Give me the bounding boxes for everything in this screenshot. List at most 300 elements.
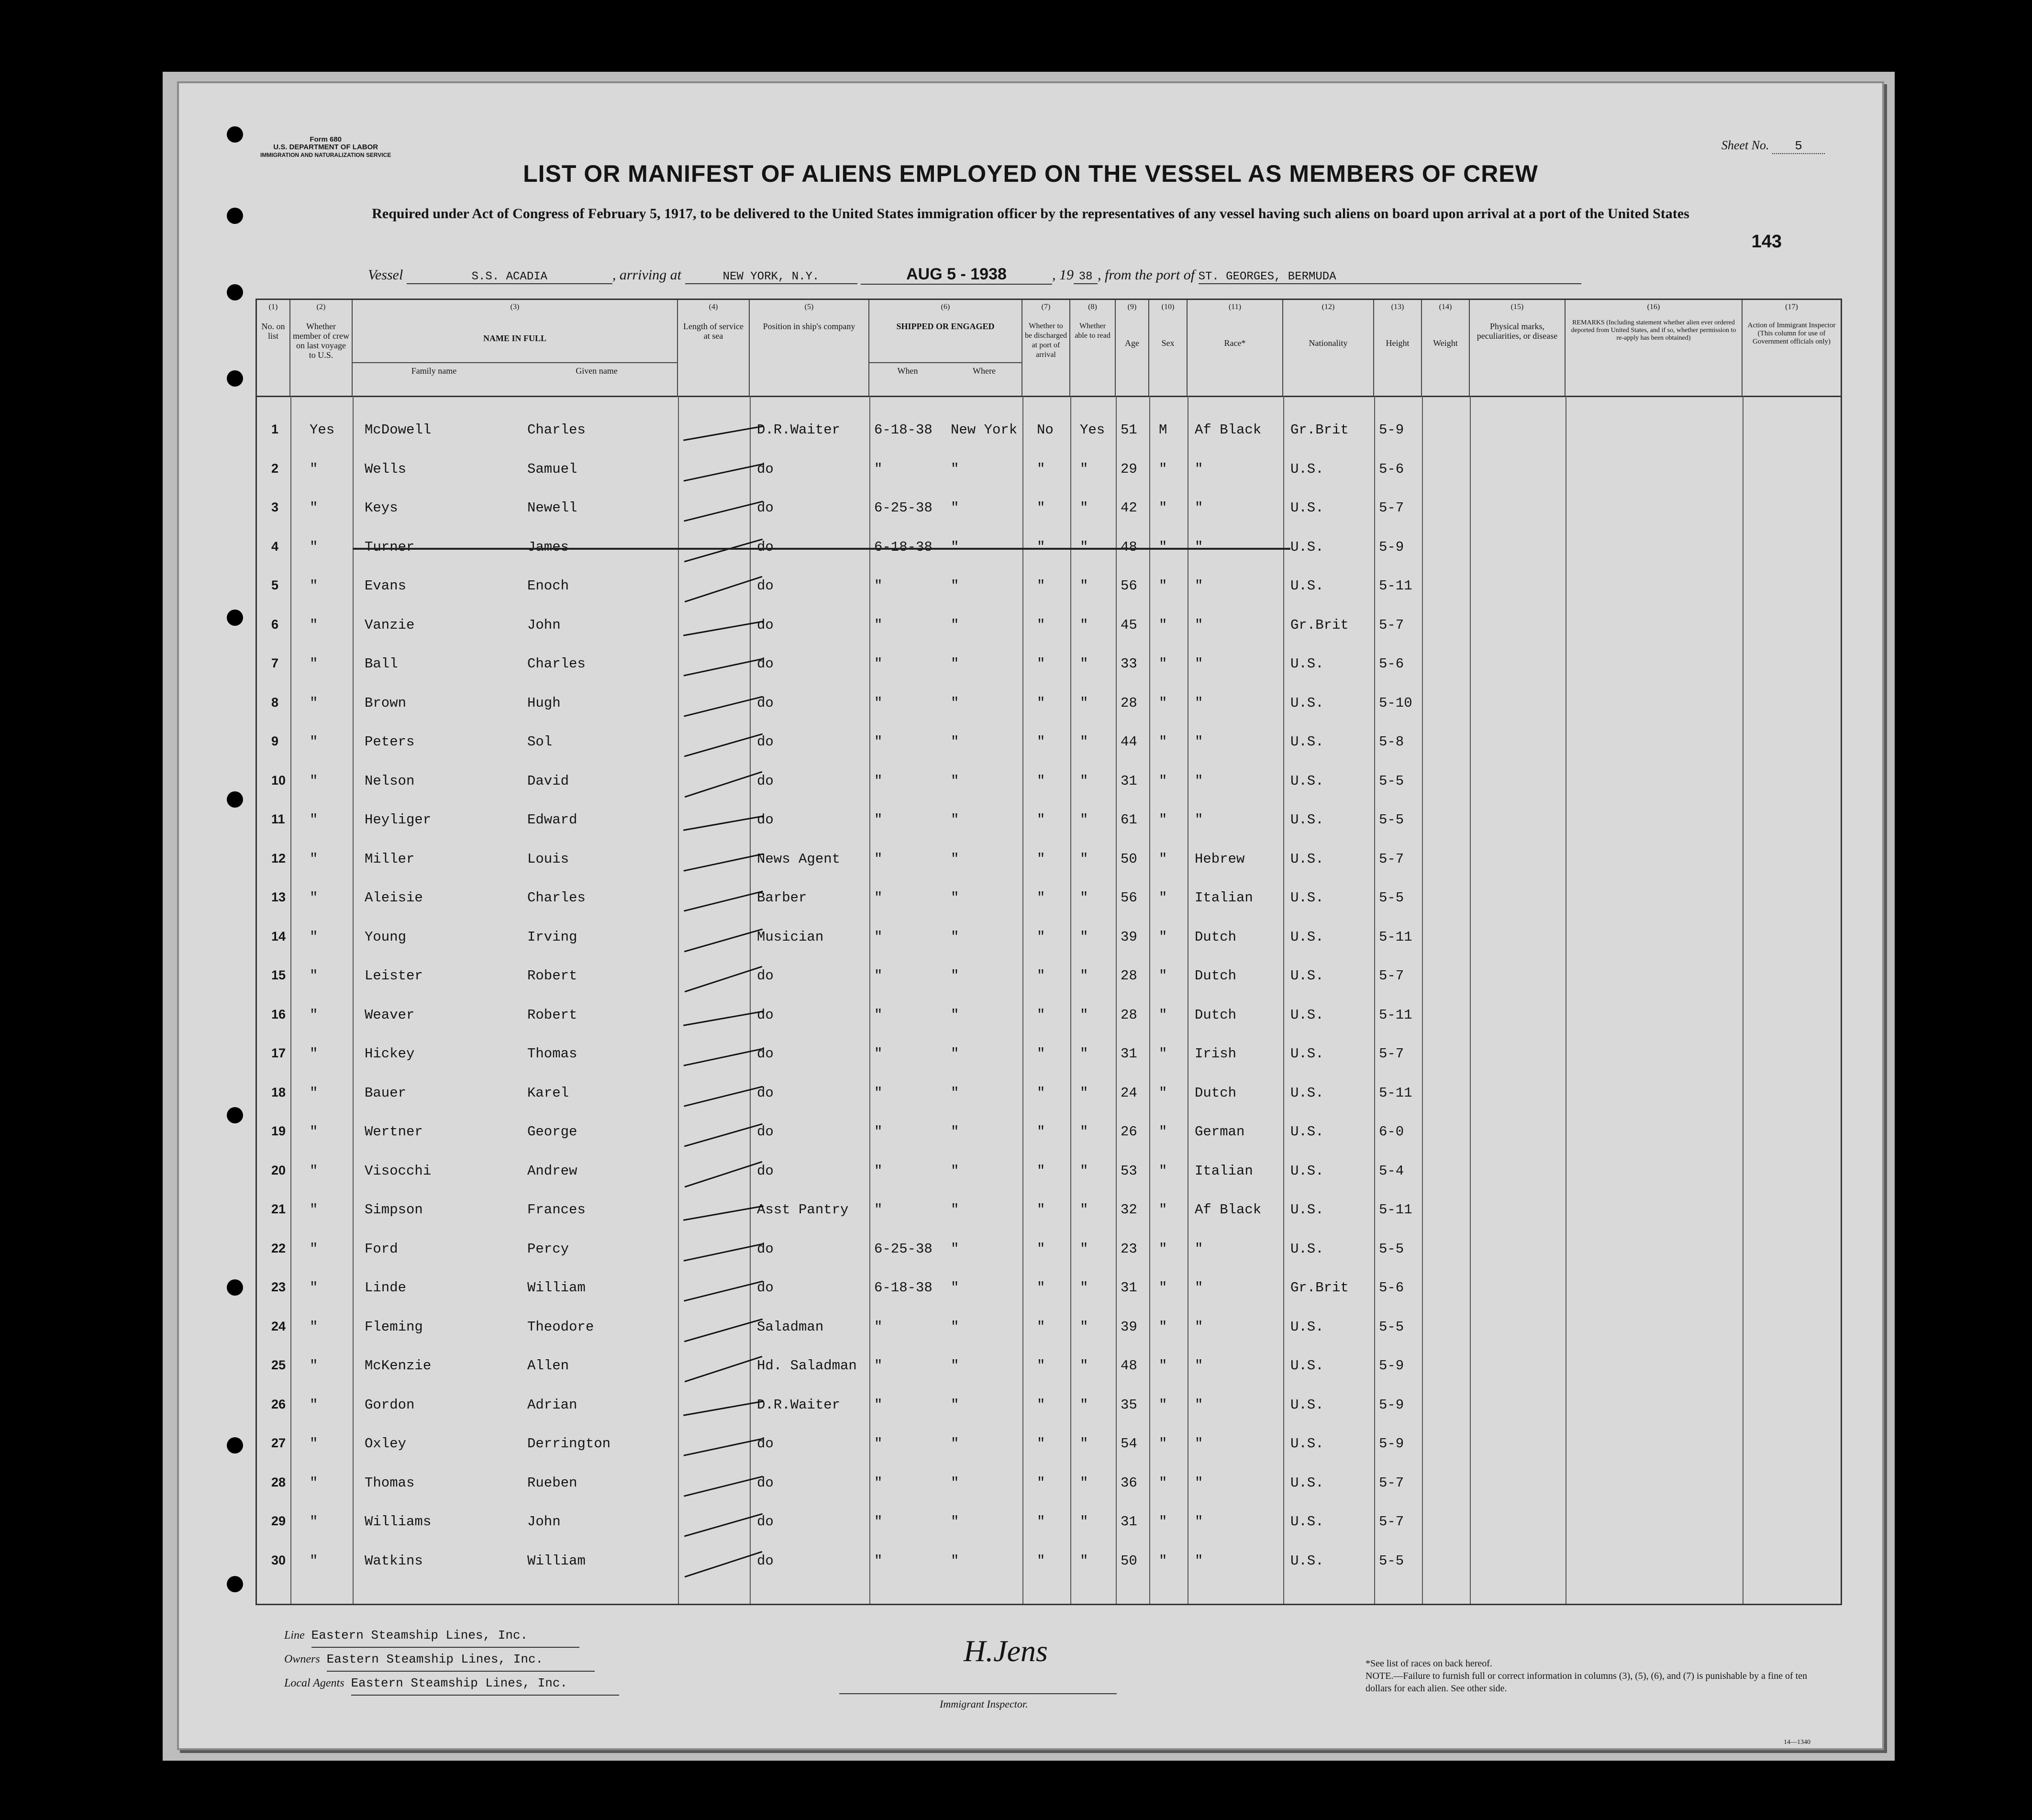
- cell-no: 20: [271, 1163, 286, 1177]
- cell-family: Leister: [365, 968, 423, 984]
- cell-given: Samuel: [527, 461, 577, 477]
- cell-position: do: [757, 1046, 774, 1062]
- cell-sex: ": [1159, 890, 1167, 906]
- cell-age: 56: [1121, 578, 1137, 594]
- cell-where: ": [951, 1514, 959, 1530]
- cell-position: do: [757, 734, 774, 750]
- cell-race: ": [1195, 812, 1203, 828]
- header-remarks: (16) REMARKS (Including statement whether alien ever ordered deported from United States, and if so, whether permission to re-apply has been obtained): [1566, 300, 1743, 396]
- cell-position: do: [757, 1280, 774, 1296]
- cell-no: 26: [271, 1397, 286, 1411]
- cell-no: 16: [271, 1007, 286, 1021]
- cell-discharged: ": [1037, 1436, 1045, 1452]
- table-row: [257, 681, 1841, 719]
- cell-height: 5-7: [1379, 617, 1404, 633]
- cell-given: William: [527, 1553, 586, 1569]
- cell-family: Heyliger: [365, 812, 432, 828]
- service-length-mark: [684, 1438, 764, 1456]
- cell-no: 22: [271, 1241, 286, 1255]
- cell-where: ": [951, 968, 959, 984]
- crew-table: [255, 299, 1842, 1605]
- cell-age: 26: [1121, 1124, 1137, 1140]
- header-shipped: (6) SHIPPED OR ENGAGED When Where: [869, 300, 1022, 396]
- table-row: [257, 1032, 1841, 1070]
- cell-no: 13: [271, 890, 286, 904]
- service-length-mark: [684, 1123, 763, 1147]
- punch-hole: [227, 610, 243, 626]
- cell-position: D.R.Waiter: [757, 422, 841, 438]
- cell-family: Brown: [365, 695, 407, 711]
- cell-race: Irish: [1195, 1046, 1237, 1062]
- cell-nationality: U.S.: [1290, 851, 1324, 867]
- cell-when: ": [874, 1046, 883, 1062]
- cell-height: 5-11: [1379, 578, 1412, 594]
- cell-position: do: [757, 656, 774, 672]
- cell-prev: ": [310, 1046, 318, 1062]
- cell-read: ": [1080, 1397, 1088, 1413]
- cell-when: ": [874, 578, 883, 594]
- cell-no: 19: [271, 1124, 286, 1138]
- service-length-mark: [684, 1280, 763, 1301]
- cell-where: ": [951, 1319, 959, 1335]
- cell-age: 32: [1121, 1202, 1137, 1218]
- cell-sex: ": [1159, 1553, 1167, 1569]
- cell-where: ": [951, 812, 959, 828]
- cell-when: ": [874, 1007, 883, 1023]
- table-row: [257, 837, 1841, 875]
- cell-nationality: U.S.: [1290, 500, 1324, 516]
- cell-discharged: ": [1037, 773, 1045, 789]
- service-length-mark: [684, 1048, 764, 1066]
- cell-position: do: [757, 1436, 774, 1452]
- cell-height: 5-7: [1379, 851, 1404, 867]
- cell-given: Theodore: [527, 1319, 594, 1335]
- cell-family: Peters: [365, 734, 415, 750]
- cell-sex: ": [1159, 656, 1167, 672]
- cell-height: 5-11: [1379, 1085, 1412, 1101]
- cell-no: 27: [271, 1436, 286, 1450]
- cell-discharged: ": [1037, 578, 1045, 594]
- cell-family: Ford: [365, 1241, 398, 1257]
- cell-nationality: U.S.: [1290, 1163, 1324, 1179]
- cell-sex: ": [1159, 1046, 1167, 1062]
- cell-sex: ": [1159, 1280, 1167, 1296]
- header-given-name: Given name: [515, 362, 678, 376]
- cell-discharged: ": [1037, 968, 1045, 984]
- cell-family: Young: [365, 929, 407, 945]
- cell-no: 4: [271, 539, 279, 554]
- cell-given: Karel: [527, 1085, 569, 1101]
- cell-sex: ": [1159, 1241, 1167, 1257]
- agents-label: Local Agents: [284, 1677, 344, 1689]
- cell-family: Weaver: [365, 1007, 415, 1023]
- cell-sex: ": [1159, 773, 1167, 789]
- cell-prev: ": [310, 1241, 318, 1257]
- cell-nationality: U.S.: [1290, 1241, 1324, 1257]
- cell-race: Hebrew: [1195, 851, 1245, 867]
- inspector-label: Immigrant Inspector.: [940, 1698, 1028, 1710]
- cell-read: ": [1080, 890, 1088, 906]
- cell-race: ": [1195, 773, 1203, 789]
- signature-line: [839, 1665, 1117, 1694]
- cell-given: Sol: [527, 734, 553, 750]
- cell-age: 39: [1121, 929, 1137, 945]
- header-where: Where: [946, 362, 1022, 376]
- cell-discharged: ": [1037, 539, 1045, 555]
- cell-when: 6-25-38: [874, 500, 933, 516]
- cell-given: John: [527, 1514, 561, 1530]
- header-discharged: (7) Whether to be discharged at port of arrival: [1022, 300, 1070, 396]
- form-code: 14—1340: [1784, 1739, 1810, 1746]
- cell-read: ": [1080, 617, 1088, 633]
- table-row: [257, 1539, 1841, 1577]
- cell-read: ": [1080, 1358, 1088, 1374]
- cell-prev: ": [310, 1397, 318, 1413]
- cell-no: 6: [271, 617, 279, 632]
- cell-height: 6-0: [1379, 1124, 1404, 1140]
- cell-age: 56: [1121, 890, 1137, 906]
- cell-age: 33: [1121, 656, 1137, 672]
- cell-age: 50: [1121, 851, 1137, 867]
- cell-given: Hugh: [527, 695, 561, 711]
- cell-when: 6-18-38: [874, 539, 933, 555]
- header-weight: (14) Weight: [1422, 300, 1470, 396]
- cell-sex: ": [1159, 578, 1167, 594]
- cell-position: do: [757, 539, 774, 555]
- cell-sex: ": [1159, 734, 1167, 750]
- header-no: (1) No. on list: [257, 300, 290, 396]
- header-physical-marks: (15) Physical marks, peculiarities, or disease: [1470, 300, 1566, 396]
- table-row: [257, 1305, 1841, 1343]
- cell-nationality: U.S.: [1290, 1124, 1324, 1140]
- cell-when: ": [874, 695, 883, 711]
- table-row: [257, 525, 1841, 563]
- reference-number: 143: [1751, 232, 1782, 252]
- cell-nationality: U.S.: [1290, 1046, 1324, 1062]
- cell-no: 14: [271, 929, 286, 943]
- cell-read: ": [1080, 929, 1088, 945]
- cell-where: ": [951, 1397, 959, 1413]
- cell-prev: ": [310, 1475, 318, 1491]
- cell-when: ": [874, 890, 883, 906]
- cell-read: ": [1080, 1241, 1088, 1257]
- cell-no: 10: [271, 773, 286, 788]
- note-penalty: NOTE.—Failure to furnish full or correct information in columns (3), (5), (6), and (7) is punishable by a fine of ten dollars for each alien. See other side.: [1366, 1671, 1808, 1694]
- cell-nationality: U.S.: [1290, 734, 1324, 750]
- cell-height: 5-9: [1379, 422, 1404, 438]
- cell-family: Miller: [365, 851, 415, 867]
- cell-age: 51: [1121, 422, 1137, 438]
- table-row: [257, 1071, 1841, 1109]
- cell-given: Newell: [527, 500, 577, 516]
- department: U.S. DEPARTMENT OF LABOR: [273, 143, 378, 151]
- cell-age: 61: [1121, 812, 1137, 828]
- cell-age: 48: [1121, 539, 1137, 555]
- punch-hole: [227, 370, 243, 387]
- cell-race: Italian: [1195, 1163, 1253, 1179]
- cell-race: ": [1195, 1358, 1203, 1374]
- service-length-mark: [684, 1513, 763, 1537]
- cell-position: Hd. Saladman: [757, 1358, 857, 1374]
- note-races: *See list of races on back hereof.: [1366, 1658, 1492, 1669]
- agents-value: Eastern Steamship Lines, Inc.: [351, 1672, 619, 1696]
- cell-given: James: [527, 539, 569, 555]
- header-nationality: (12) Nationality: [1283, 300, 1374, 396]
- cell-when: ": [874, 734, 883, 750]
- cell-height: 5-6: [1379, 461, 1404, 477]
- cell-nationality: U.S.: [1290, 1007, 1324, 1023]
- cell-family: Aleisie: [365, 890, 423, 906]
- cell-race: ": [1195, 1319, 1203, 1335]
- cell-nationality: U.S.: [1290, 461, 1324, 477]
- cell-when: ": [874, 1319, 883, 1335]
- cell-when: 6-18-38: [874, 1280, 933, 1296]
- cell-height: 5-9: [1379, 1397, 1404, 1413]
- cell-prev: ": [310, 578, 318, 594]
- cell-family: Nelson: [365, 773, 415, 789]
- service-length-mark: [684, 1086, 763, 1107]
- cell-family: Watkins: [365, 1553, 423, 1569]
- header-read: (8) Whether able to read: [1070, 300, 1116, 396]
- cell-sex: ": [1159, 1475, 1167, 1491]
- form-number: Form 680: [310, 135, 342, 144]
- footer-block: [284, 1624, 619, 1696]
- cell-where: ": [951, 1163, 959, 1179]
- cell-no: 24: [271, 1319, 286, 1333]
- cell-height: 5-9: [1379, 1358, 1404, 1374]
- table-row: [257, 603, 1841, 641]
- service-length-mark: [684, 1243, 764, 1261]
- cell-sex: ": [1159, 1202, 1167, 1218]
- header-sex: (10) Sex: [1149, 300, 1188, 396]
- cell-when: ": [874, 1553, 883, 1569]
- cell-prev: ": [310, 1085, 318, 1101]
- cell-age: 48: [1121, 1358, 1137, 1374]
- cell-no: 7: [271, 656, 279, 670]
- cell-read: ": [1080, 1007, 1088, 1023]
- cell-height: 5-9: [1379, 539, 1404, 555]
- cell-discharged: ": [1037, 1241, 1045, 1257]
- cell-where: ": [951, 1241, 959, 1257]
- table-row: [257, 564, 1841, 602]
- cell-discharged: ": [1037, 1397, 1045, 1413]
- cell-no: 18: [271, 1085, 286, 1099]
- cell-given: Irving: [527, 929, 577, 945]
- table-row: [257, 447, 1841, 485]
- arrival-port: NEW YORK, N.Y.: [685, 270, 857, 284]
- year-label: , 19: [1052, 267, 1074, 283]
- table-row: [257, 1187, 1841, 1226]
- table-row: [257, 1461, 1841, 1499]
- cell-when: ": [874, 1436, 883, 1452]
- cell-discharged: No: [1037, 422, 1054, 438]
- cell-no: 3: [271, 500, 279, 514]
- cell-nationality: Gr.Brit: [1290, 422, 1349, 438]
- cell-when: ": [874, 1475, 883, 1491]
- cell-age: 31: [1121, 1046, 1137, 1062]
- cell-given: Charles: [527, 422, 586, 438]
- cell-race: ": [1195, 695, 1203, 711]
- cell-position: do: [757, 461, 774, 477]
- cell-sex: ": [1159, 461, 1167, 477]
- cell-where: ": [951, 890, 959, 906]
- cell-height: 5-11: [1379, 1202, 1412, 1218]
- cell-sex: ": [1159, 1319, 1167, 1335]
- line-value: Eastern Steamship Lines, Inc.: [311, 1624, 579, 1648]
- cell-discharged: ": [1037, 500, 1045, 516]
- header-position: (5) Position in ship's company: [750, 300, 869, 396]
- cell-where: ": [951, 1007, 959, 1023]
- cell-position: do: [757, 1085, 774, 1101]
- cell-where: ": [951, 773, 959, 789]
- service-length-mark: [684, 658, 764, 676]
- service-length-mark: [684, 696, 763, 717]
- cell-race: ": [1195, 1553, 1203, 1569]
- cell-read: ": [1080, 461, 1088, 477]
- cell-where: ": [951, 500, 959, 516]
- cell-given: John: [527, 617, 561, 633]
- cell-position: D.R.Waiter: [757, 1397, 841, 1413]
- notes-block: [1366, 1657, 1815, 1695]
- table-row: [257, 1227, 1841, 1265]
- cell-age: 42: [1121, 500, 1137, 516]
- cell-no: 9: [271, 734, 279, 748]
- inspector-signature: H.Jens: [964, 1634, 1048, 1668]
- cell-race: ": [1195, 617, 1203, 633]
- cell-position: do: [757, 773, 774, 789]
- cell-family: Wells: [365, 461, 407, 477]
- service-length-mark: [683, 1010, 764, 1026]
- cell-height: 5-5: [1379, 1319, 1404, 1335]
- cell-sex: ": [1159, 539, 1167, 555]
- cell-given: Percy: [527, 1241, 569, 1257]
- cell-discharged: ": [1037, 656, 1045, 672]
- cell-read: ": [1080, 1163, 1088, 1179]
- cell-sex: ": [1159, 1397, 1167, 1413]
- cell-height: 5-9: [1379, 1436, 1404, 1452]
- cell-race: Dutch: [1195, 1007, 1237, 1023]
- cell-discharged: ": [1037, 1202, 1045, 1218]
- cell-position: do: [757, 500, 774, 516]
- cell-read: ": [1080, 1085, 1088, 1101]
- cell-age: 50: [1121, 1553, 1137, 1569]
- cell-no: 1: [271, 422, 279, 436]
- cell-race: ": [1195, 539, 1203, 555]
- cell-position: do: [757, 578, 774, 594]
- sheet-number: [1721, 138, 1825, 154]
- cell-sex: ": [1159, 1436, 1167, 1452]
- cell-when: ": [874, 461, 883, 477]
- vessel-label: Vessel: [368, 267, 403, 283]
- cell-when: ": [874, 1163, 883, 1179]
- line-label: Line: [284, 1629, 305, 1642]
- cell-family: Simpson: [365, 1202, 423, 1218]
- page-subtitle: Required under Act of Congress of February 5, 1917, to be delivered to the United States immigration officer by the representatives of any vessel having such aliens on board upon arrival at a port of the United States: [372, 206, 1689, 222]
- cell-read: ": [1080, 1319, 1088, 1335]
- cell-prev: ": [310, 1319, 318, 1335]
- cell-height: 5-8: [1379, 734, 1404, 750]
- date-stamp: AUG 5 - 1938: [861, 265, 1052, 285]
- cell-discharged: ": [1037, 695, 1045, 711]
- vessel-name: S.S. ACADIA: [407, 270, 612, 284]
- table-row: [257, 720, 1841, 758]
- cell-nationality: U.S.: [1290, 578, 1324, 594]
- cell-position: Asst Pantry: [757, 1202, 849, 1218]
- cell-sex: ": [1159, 968, 1167, 984]
- cell-race: Dutch: [1195, 929, 1237, 945]
- table-row: [257, 954, 1841, 992]
- cell-given: George: [527, 1124, 577, 1140]
- cell-height: 5-6: [1379, 656, 1404, 672]
- cell-read: ": [1080, 812, 1088, 828]
- cell-prev: ": [310, 1280, 318, 1296]
- cell-prev: ": [310, 1202, 318, 1218]
- cell-height: 5-11: [1379, 929, 1412, 945]
- cell-position: do: [757, 617, 774, 633]
- punch-hole: [227, 1437, 243, 1454]
- cell-prev: ": [310, 812, 318, 828]
- cell-read: ": [1080, 968, 1088, 984]
- cell-where: ": [951, 1475, 959, 1491]
- cell-given: Frances: [527, 1202, 586, 1218]
- cell-when: ": [874, 929, 883, 945]
- cell-read: ": [1080, 1280, 1088, 1296]
- cell-read: ": [1080, 1553, 1088, 1569]
- cell-no: 23: [271, 1280, 286, 1294]
- cell-prev: ": [310, 1553, 318, 1569]
- cell-read: ": [1080, 1475, 1088, 1491]
- cell-height: 5-7: [1379, 1475, 1404, 1491]
- service-length-mark: [683, 1400, 764, 1416]
- header-service-length: (4) Length of service at sea: [678, 300, 750, 396]
- cell-nationality: U.S.: [1290, 1085, 1324, 1101]
- cell-when: ": [874, 1124, 883, 1140]
- owners-value: Eastern Steamship Lines, Inc.: [327, 1648, 595, 1672]
- cell-nationality: Gr.Brit: [1290, 1280, 1349, 1296]
- cell-nationality: U.S.: [1290, 1319, 1324, 1335]
- cell-discharged: ": [1037, 1163, 1045, 1179]
- cell-where: ": [951, 617, 959, 633]
- service-length-mark: [684, 890, 763, 911]
- cell-nationality: U.S.: [1290, 929, 1324, 945]
- cell-sex: ": [1159, 1358, 1167, 1374]
- cell-family: Linde: [365, 1280, 407, 1296]
- cell-no: 8: [271, 695, 279, 710]
- cell-prev: ": [310, 773, 318, 789]
- cell-where: ": [951, 578, 959, 594]
- cell-race: ": [1195, 578, 1203, 594]
- cell-age: 23: [1121, 1241, 1137, 1257]
- service-length-mark: [683, 621, 764, 636]
- cell-where: ": [951, 1436, 959, 1452]
- table-row: [257, 1421, 1841, 1460]
- cell-where: ": [951, 539, 959, 555]
- cell-family: Fleming: [365, 1319, 423, 1335]
- cell-read: Yes: [1080, 422, 1105, 438]
- cell-discharged: ": [1037, 851, 1045, 867]
- cell-no: 17: [271, 1046, 286, 1060]
- cell-nationality: U.S.: [1290, 1475, 1324, 1491]
- cell-given: Allen: [527, 1358, 569, 1374]
- cell-height: 5-5: [1379, 812, 1404, 828]
- cell-prev: ": [310, 1436, 318, 1452]
- cell-height: 5-6: [1379, 1280, 1404, 1296]
- cell-no: 15: [271, 968, 286, 982]
- cell-discharged: ": [1037, 1085, 1045, 1101]
- cell-race: Dutch: [1195, 968, 1237, 984]
- cell-family: Williams: [365, 1514, 432, 1530]
- cell-family: McKenzie: [365, 1358, 432, 1374]
